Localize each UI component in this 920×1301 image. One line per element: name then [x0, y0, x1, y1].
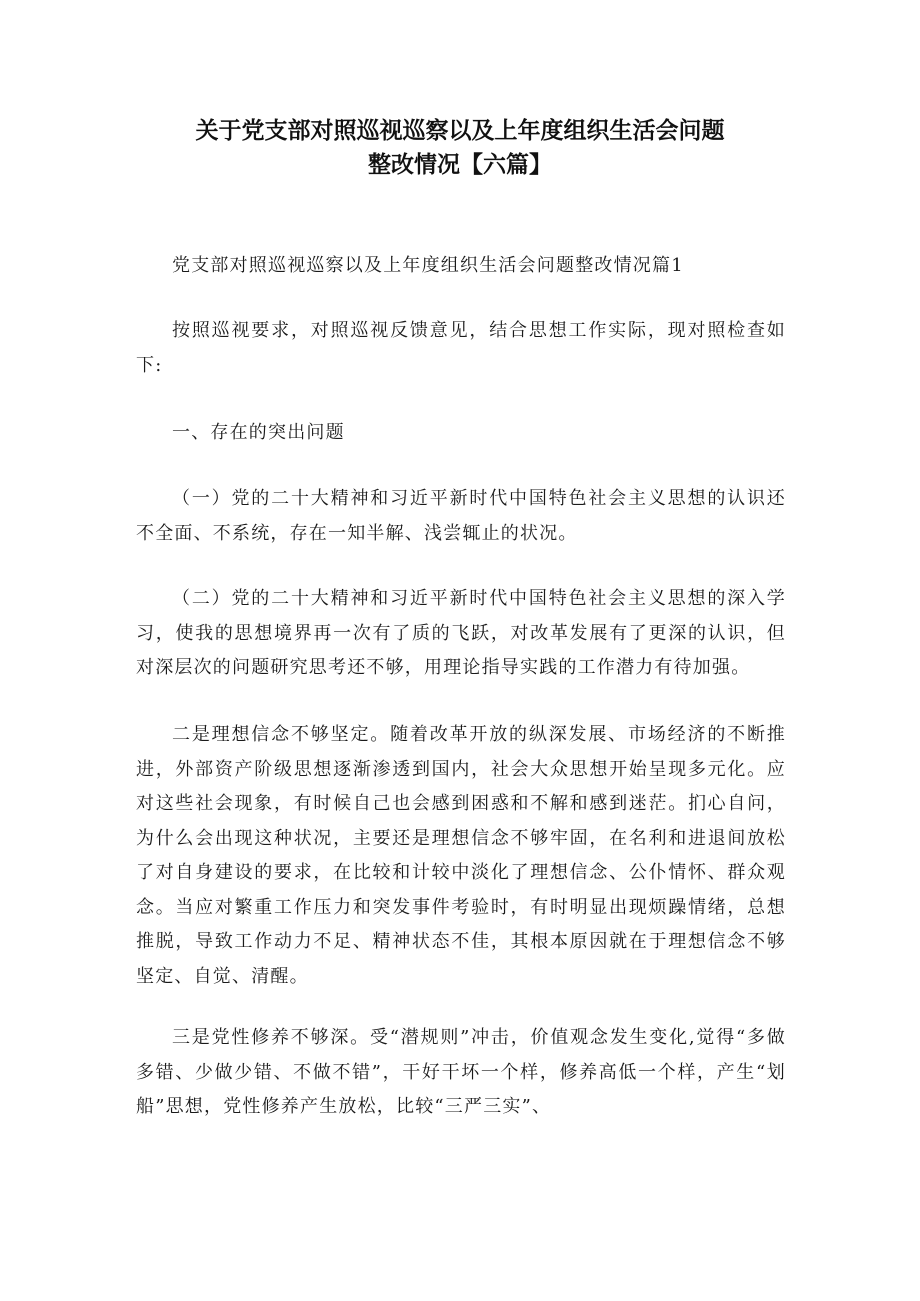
title-line-2: 整改情况【六篇】 [368, 152, 552, 178]
document-title [100, 114, 820, 182]
paragraph-item-1: （一）党的二十大精神和习近平新时代中国特色社会主义思想的认识还不全面、不系统，存在一知半解、浅尝辄止的状况。 [136, 488, 786, 544]
paragraph-party-spirit: 三是党性修养不够深。受“潜规则”冲击，价值观念发生变化,觉得“多做多错、少做少错、不做不错”，干好干坏一个样，修养高低一个样，产生“划船”思想，党性修养产生放松，比较“三严三实”、 [136, 1027, 786, 1117]
title-line-1: 关于党支部对照巡视巡察以及上年度组织生活会问题 [195, 118, 725, 144]
paragraph-ideals: 二是理想信念不够坚定。随着改革开放的纵深发展、市场经济的不断推进，外部资产阶级思想逐渐渗透到国内，社会大众思想开始呈现多元化。应对这些社会现象，有时候自己也会感到困惑和不解和感到迷茫。扪心自问，为什么会出现这种状况，主要还是理想信念不够牢固，在名利和进退间放松了对自身建设的要求，在比较和计较中淡化了理想信念、公仆情怀、群众观念。当应对繁重工作压力和突发事件考验时，有时明显出现烦躁情绪，总想推脱，导致工作动力不足、精神状态不佳，其根本原因就在于理想信念不够坚定、自觉、清醒。 [136, 724, 786, 987]
section-subtitle: 党支部对照巡视巡察以及上年度组织生活会问题整改情况篇1 [172, 255, 684, 276]
paragraph-intro: 按照巡视要求，对照巡视反馈意见，结合思想工作实际，现对照检查如下: [136, 320, 786, 376]
paragraph-item-2: （二）党的二十大精神和习近平新时代中国特色社会主义思想的深入学习，使我的思想境界再一次有了质的飞跃，对改革发展有了更深的认识，但对深层次的问题研究思考还不够，用理论指导实践的工作潜力有待加强。 [136, 588, 786, 678]
section-heading-problems: 一、存在的突出问题 [172, 422, 345, 443]
